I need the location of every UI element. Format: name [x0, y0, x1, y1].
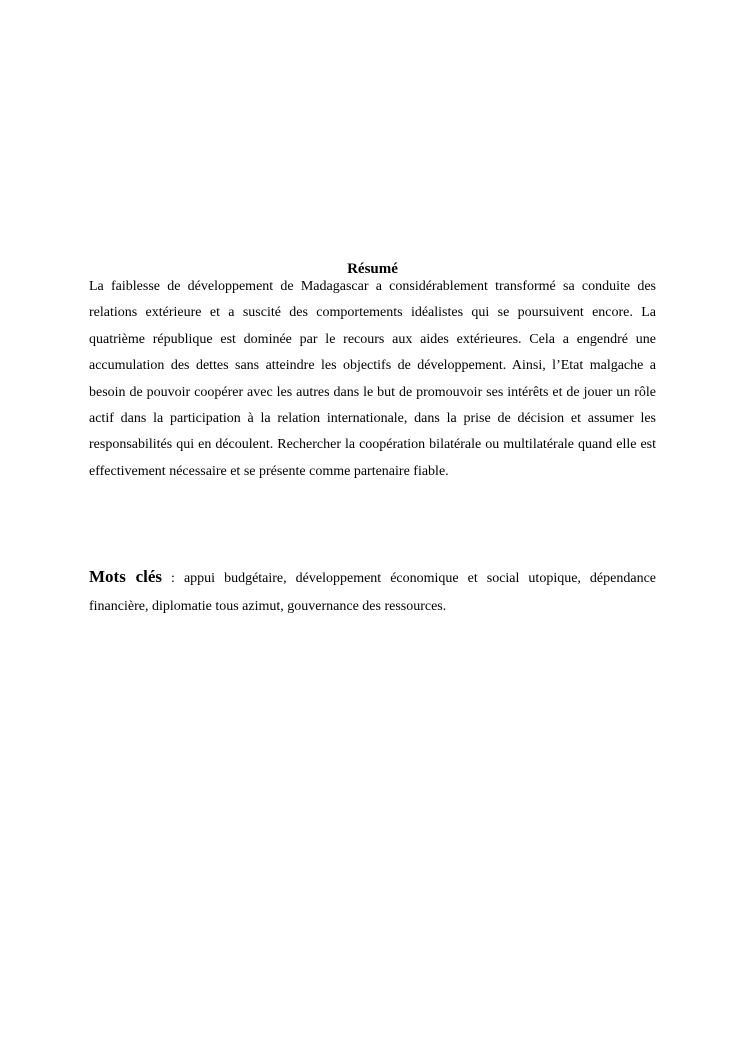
abstract-paragraph: La faiblesse de développement de Madagascar a considérablement transformé sa conduite des relations extérieure et a suscité des comportements idéalistes qui se poursuivent encore. La quatrième république est dominée par le recours aux aides extérieures. Cela a engendré une accumulation des dettes sans atteindre les objectifs de développement. Ainsi, l’Etat malgache a besoin de pouvoir coopérer avec les autres dans le but de promouvoir ses intérêts et de jouer un rôle actif dans la participation à la relation internationale, dans la prise de décision et assumer les responsabilités qui en découlent. Rechercher la coopération bilatérale ou multilatérale quand elle est effectivement nécessaire et se présente comme partenaire fiable. [89, 279, 656, 479]
abstract-title: Résumé [347, 261, 398, 277]
keywords-paragraph [89, 563, 656, 621]
keywords-text: : appui budgétaire, développement économique et social utopique, dépendance financière, diplomatie tous azimut, gouvernance des ressources. [89, 571, 657, 614]
keywords-label: Mots clés [89, 567, 163, 586]
